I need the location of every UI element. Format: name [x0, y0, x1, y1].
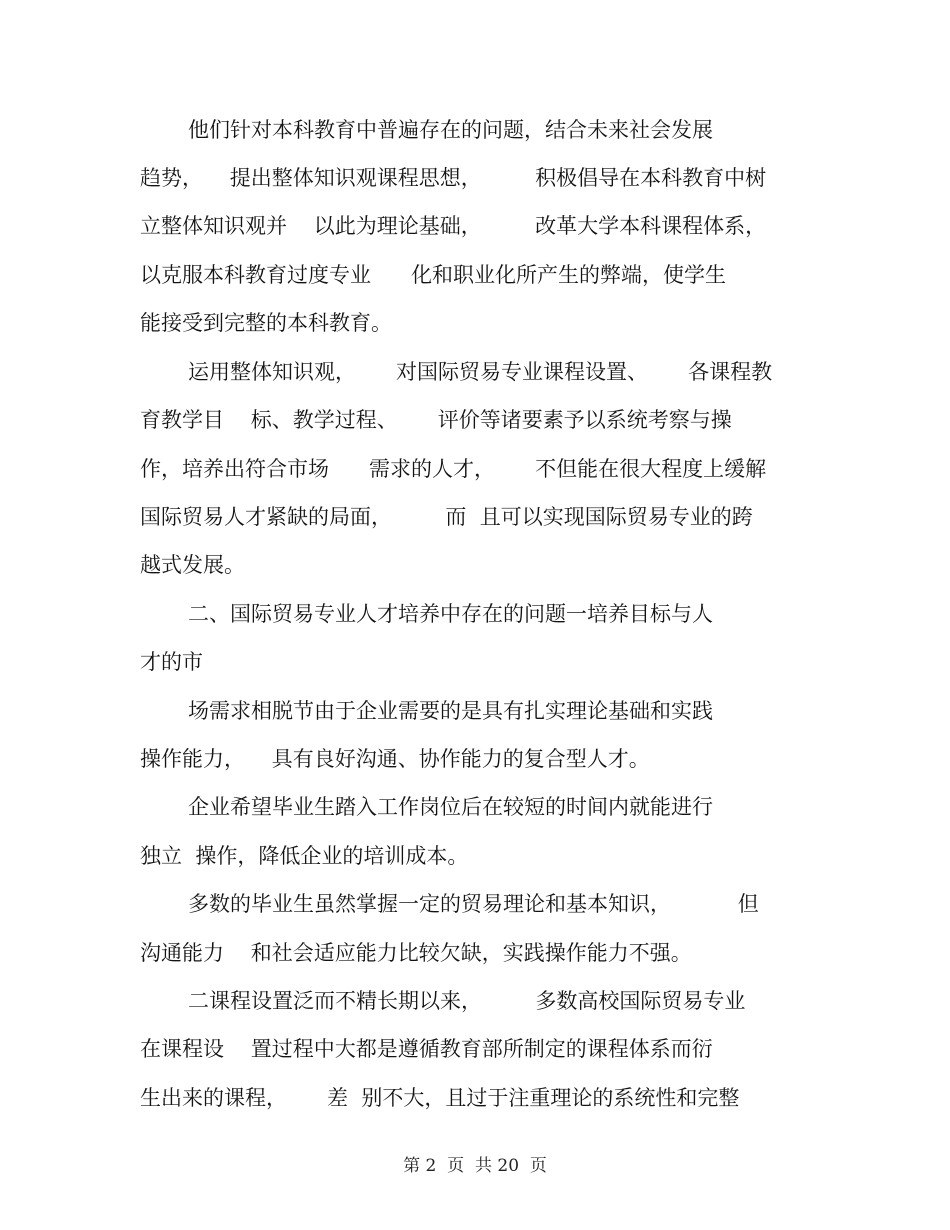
text-line: 操作能力， 具有良好沟通、协作能力的复合型人才。: [140, 747, 650, 771]
text-line: 生出来的课程， 差 别不大，且过于注重理论的系统性和完整: [140, 1086, 740, 1110]
text-line: 能接受到完整的本科教育。: [140, 311, 392, 335]
text-line: 作，培养出符合市场 需求的人才， 不但能在很大程度上缓解: [140, 457, 767, 481]
text-line: 他们针对本科教育中普遍存在的问题，结合未来社会发展: [188, 118, 713, 142]
text-line: 独立 操作，降低企业的培训成本。: [140, 844, 469, 868]
text-line: 运用整体知识观， 对国际贸易专业课程设置、 各课程教: [188, 360, 773, 384]
text-line: 在课程设 置过程中大都是遵循教育部所制定的课程体系而衍: [140, 1037, 713, 1061]
text-line: 越式发展。: [140, 553, 245, 577]
text-line: 企业希望毕业生踏入工作岗位后在较短的时间内就能进行: [188, 795, 713, 819]
text-line: 二课程设置泛而不精长期以来， 多数高校国际贸易专业: [188, 989, 746, 1013]
text-line: 立整体知识观并 以此为理论基础， 改革大学本科课程体系，: [140, 214, 767, 238]
text-line: 场需求相脱节由于企业需要的是具有扎实理论基础和实践: [188, 699, 713, 723]
page-number-footer: 第 2 页 共 20 页: [403, 1156, 547, 1176]
text-line: 多数的毕业生虽然掌握一定的贸易理论和基本知识， 但: [188, 892, 759, 916]
text-line: 国际贸易人才紧缺的局面， 而 且可以实现国际贸易专业的跨: [140, 505, 753, 529]
text-line: 才的市: [140, 650, 203, 674]
text-line: 沟通能力 和社会适应能力比较欠缺，实践操作能力不强。: [140, 941, 692, 965]
text-line: 育教学目 标、教学过程、 评价等诸要素予以系统考察与操: [140, 408, 732, 432]
text-line: 以克服本科教育过度专业 化和职业化所产生的弊端，使学生: [140, 263, 727, 287]
text-line: 二、国际贸易专业人才培养中存在的问题一培养目标与人: [188, 602, 713, 626]
text-line: 趋势， 提出整体知识观课程思想， 积极倡导在本科教育中树: [140, 166, 767, 190]
